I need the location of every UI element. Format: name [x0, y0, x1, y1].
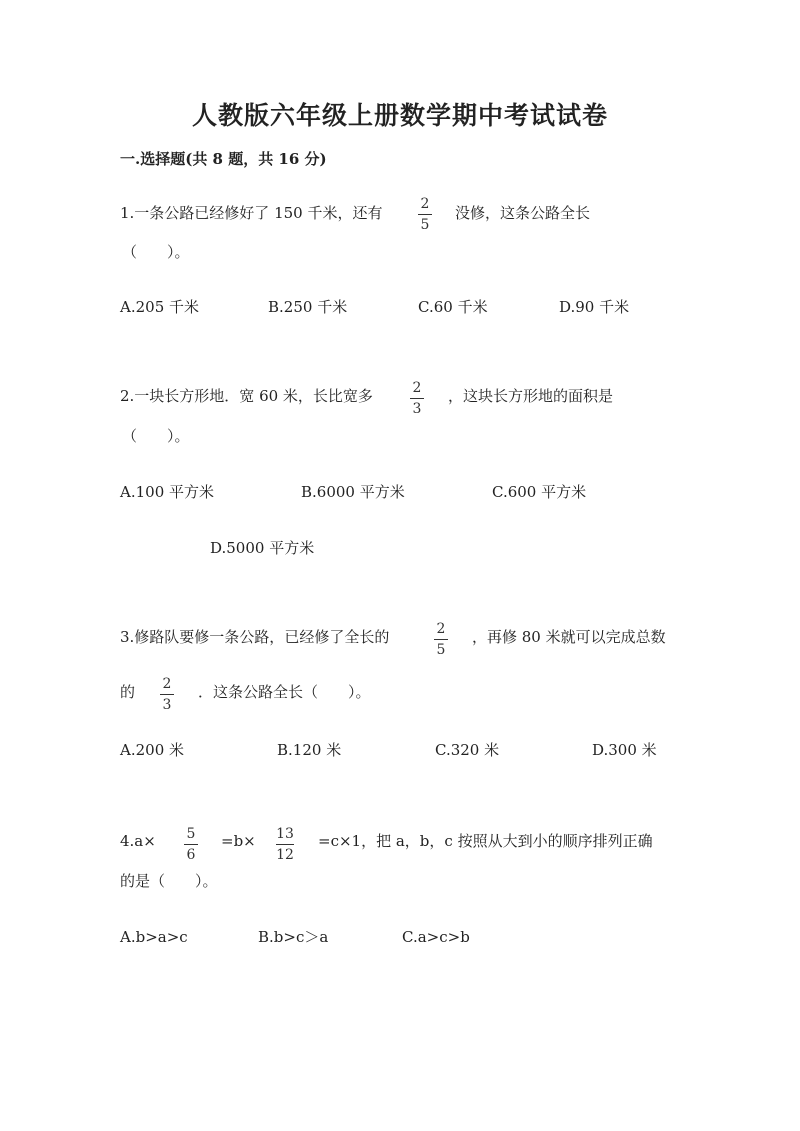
q3-fraction-2-numerator: 2 [162, 676, 172, 692]
q4-text-start: 4.a× [120, 832, 156, 850]
fraction-bar [434, 639, 448, 640]
q4-fraction-1-denominator: 6 [186, 847, 196, 863]
q4-fraction-2 [276, 826, 294, 863]
q2-fraction [410, 380, 424, 417]
q3-fraction-1-denominator: 5 [436, 642, 446, 658]
fraction-bar [184, 844, 198, 845]
q2-option-b: B.6000 平方米 [301, 483, 405, 501]
q1-fraction-denominator: 5 [420, 217, 430, 233]
q1-option-a: A.205 千米 [120, 298, 199, 316]
fraction-bar [410, 398, 424, 399]
q3-option-d: D.300 米 [592, 741, 657, 759]
q4-option-b: B.b>c＞a [258, 928, 329, 946]
q1-blank: （ ）。 [122, 243, 190, 261]
q1-option-c: C.60 千米 [418, 298, 488, 316]
q2-blank: （ ）。 [122, 427, 190, 445]
q4-text-middle: =b× [221, 832, 256, 850]
q2-fraction-denominator: 3 [412, 401, 422, 417]
q2-text-start: 2.一块长方形地．宽 60 米，长比宽多 [120, 387, 373, 405]
q1-option-d: D.90 千米 [559, 298, 630, 316]
q1-option-b: B.250 千米 [268, 298, 348, 316]
q1-fraction [418, 196, 432, 233]
q3-text-middle: ，再修 80 米就可以完成总数 [472, 628, 666, 646]
section-heading: 一.选择题(共 8 题，共 16 分) [120, 150, 327, 168]
q4-option-a: A.b>a>c [120, 928, 188, 946]
q4-fraction-2-denominator: 12 [276, 847, 294, 863]
q3-fraction-2-denominator: 3 [162, 697, 172, 713]
q4-fraction-1-numerator: 5 [186, 826, 196, 842]
q3-text-end: ．这条公路全长（ ）。 [198, 683, 371, 701]
q3-fraction-1-numerator: 2 [436, 621, 446, 637]
q2-text-end: ，这块长方形地的面积是 [448, 387, 614, 405]
q3-fraction-2 [160, 676, 174, 713]
q2-option-c: C.600 平方米 [492, 483, 587, 501]
q3-text-line2-start: 的 [120, 683, 136, 701]
q4-fraction-1 [184, 826, 198, 863]
page-title: 人教版六年级上册数学期中考试试卷 [191, 101, 608, 130]
q3-option-c: C.320 米 [435, 741, 500, 759]
fraction-bar [418, 214, 432, 215]
fraction-bar [276, 844, 294, 845]
q4-fraction-2-numerator: 13 [276, 826, 294, 842]
q2-option-a: A.100 平方米 [120, 483, 214, 501]
q2-option-d: D.5000 平方米 [210, 539, 315, 557]
q3-text-start: 3.修路队要修一条公路，已经修了全长的 [120, 628, 390, 646]
q4-option-c: C.a>c>b [402, 928, 470, 946]
q4-text-end: =c×1，把 a，b，c 按照从大到小的顺序排列正确 [318, 832, 653, 850]
q1-fraction-numerator: 2 [420, 196, 430, 212]
q1-text-end: 没修，这条公路全长 [455, 204, 591, 222]
q3-fraction-1 [434, 621, 448, 658]
fraction-bar [160, 694, 174, 695]
q3-option-a: A.200 米 [120, 741, 184, 759]
q3-option-b: B.120 米 [277, 741, 342, 759]
q4-text-line2: 的是（ ）。 [120, 872, 218, 890]
q1-text-start: 1.一条公路已经修好了 150 千米，还有 [120, 204, 383, 222]
q2-fraction-numerator: 2 [412, 380, 422, 396]
